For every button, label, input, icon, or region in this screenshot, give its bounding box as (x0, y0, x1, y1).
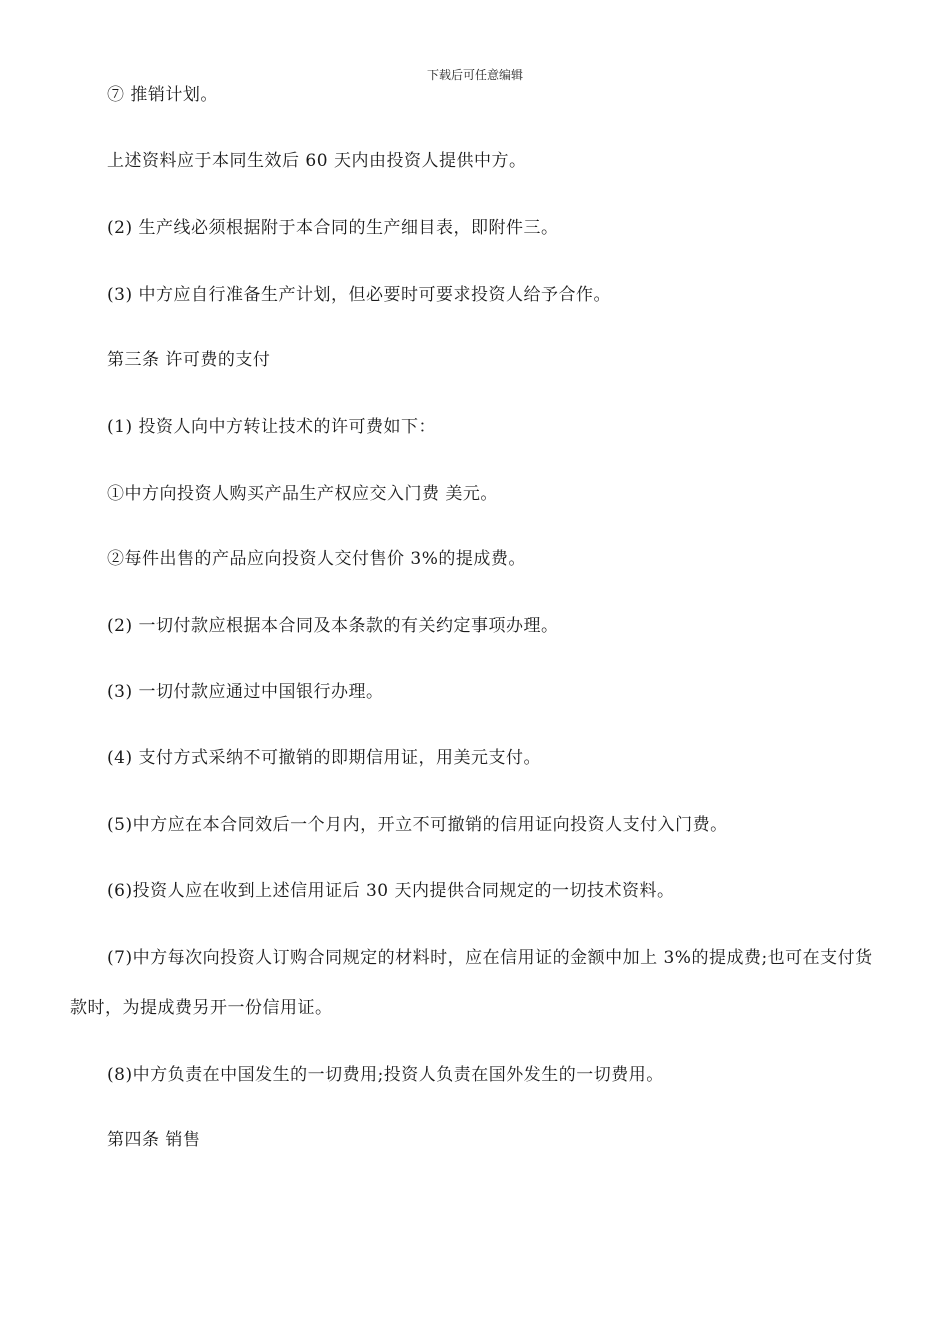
paragraph-license-fee-intro: (1) 投资人向中方转让技术的许可费如下： (107, 417, 436, 437)
paragraph-production-line: (2) 生产线必须根据附于本合同的生产细目表，即附件三。 (107, 218, 559, 238)
paragraph-letter-of-credit: (5)中方应在本合同效后一个月内，开立不可撤销的信用证向投资人支付入门费。 (107, 815, 728, 835)
paragraph-payment-terms: (2) 一切付款应根据本合同及本条款的有关约定事项办理。 (107, 616, 559, 636)
section-heading-article-3: 第三条 许可费的支付 (107, 350, 271, 370)
paragraph-item-7-promotion-plan: ⑦ 推销计划。 (107, 85, 218, 105)
paragraph-materials-deadline: 上述资料应于本同生效后 60 天内由投资人提供中方。 (107, 151, 527, 171)
paragraph-production-plan: (3) 中方应自行准备生产计划，但必要时可要求投资人给予合作。 (107, 285, 611, 305)
paragraph-expenses: (8)中方负责在中国发生的一切费用;投资人负责在国外发生的一切费用。 (107, 1065, 664, 1085)
paragraph-payment-method: (4) 支付方式采纳不可撤销的即期信用证，用美元支付。 (107, 748, 541, 768)
paragraph-entry-fee: ①中方向投资人购买产品生产权应交入门费 美元。 (107, 484, 498, 504)
paragraph-payment-bank: (3) 一切付款应通过中国银行办理。 (107, 682, 384, 702)
paragraph-material-orders: (7)中方每次向投资人订购合同规定的材料时，应在信用证的金额中加上 3%的提成费;也可在支付货款时，为提成费另开一份信用证。 (70, 948, 873, 1018)
page-header-note: 下载后可任意编辑 (426, 68, 523, 82)
paragraph-royalty: ②每件出售的产品应向投资人交付售价 3%的提成费。 (107, 549, 526, 569)
paragraph-technical-materials: (6)投资人应在收到上述信用证后 30 天内提供合同规定的一切技术资料。 (107, 881, 675, 901)
section-heading-article-4: 第四条 销售 (107, 1130, 201, 1150)
